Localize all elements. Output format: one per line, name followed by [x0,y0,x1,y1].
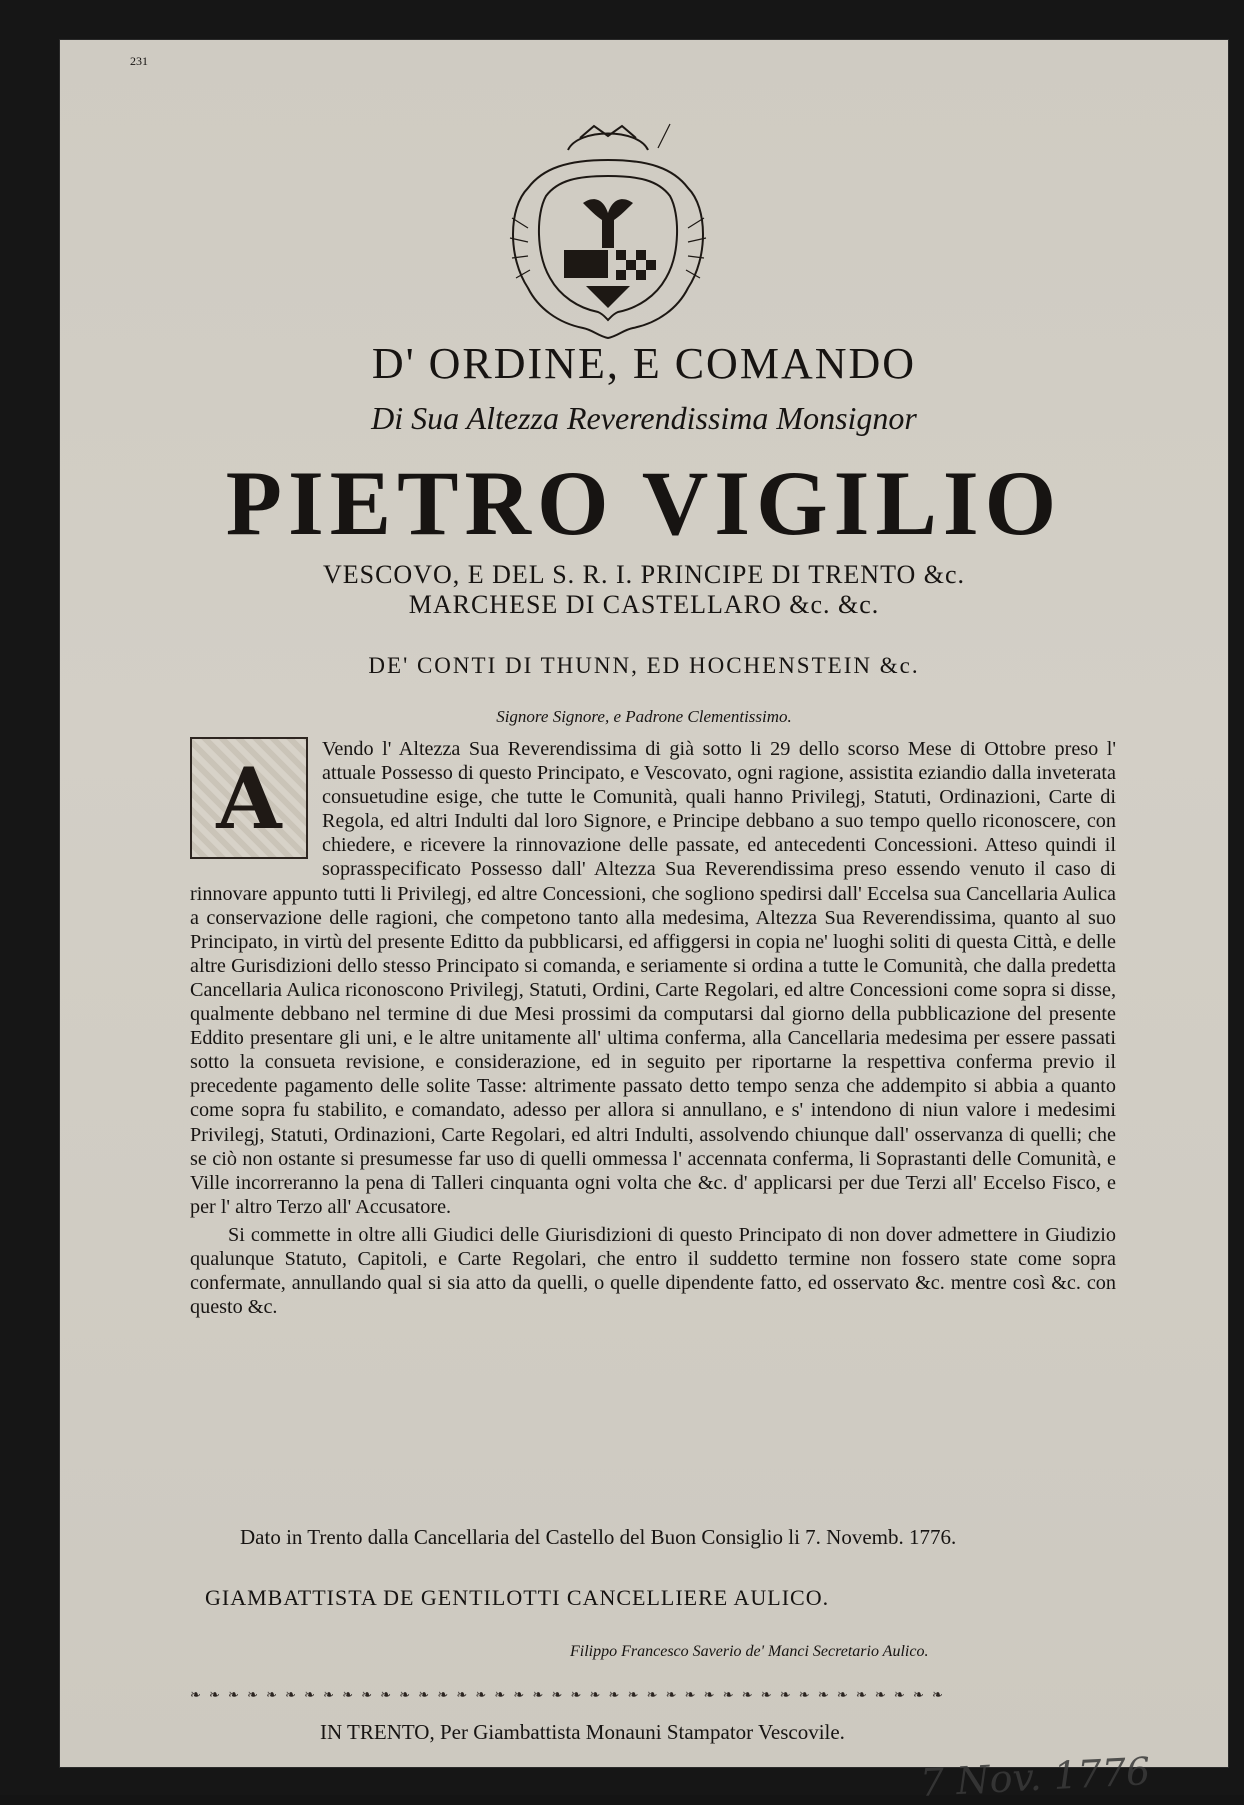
document-page [60,40,1228,1805]
secretary-line: Filippo Francesco Saverio de' Manci Secretario Aulico. [570,1643,929,1660]
heading-highness: Di Sua Altezza Reverendissima Monsignor [371,400,917,436]
heading-title-bishop: VESCOVO, E DEL S. R. I. PRINCIPE DI TRENTO &c. [322,560,966,589]
chancellor-signature: GIAMBATTISTA DE GENTILOTTI CANCELLIERE AULICO. [205,1585,830,1610]
date-place-line: Dato in Trento dalla Cancellaria del Castello del Buon Consiglio li 7. Novemb. 1776. [240,1525,957,1549]
heading-order-command: D' ORDINE, E COMANDO [371,339,917,388]
heading-counts: DE' CONTI DI THUNN, ED HOCHENSTEIN &c. [368,653,920,678]
printer-imprint: IN TRENTO, Per Giambattista Monauni Stampator Vescovile. [320,1720,845,1744]
body-text [190,737,1116,1319]
paragraph-2: Si commette in oltre alli Giudici delle Giurisdizioni di questo Principato di non dover admettere in Giudizio qualunque Statuto, Capitoli, e Carte Regolari, che entro il suddetto termine non fossero state come sopra confermate, annullando qual si sia atto da quelli, o quelle dipendente fatto, ed osservato &c. mentre così &c. con questo &c. [190,1223,1116,1319]
heading-name: PIETRO VIGILIO [225,452,1063,554]
bleed-through-text [60,90,1228,112]
dropcap-spacer [190,737,322,861]
dropcap-letter: A [216,749,282,848]
heading-title-marquis: MARCHESE DI CASTELLARO &c. &c. [408,590,880,619]
archive-number: 231 [130,54,148,68]
ornament-divider: ❧ ❧ ❧ ❧ ❧ ❧ ❧ ❧ ❧ ❧ ❧ ❧ ❧ ❧ ❧ ❧ ❧ ❧ ❧ ❧ ❧ ❧ ❧ ❧ ❧ ❧ ❧ ❧ ❧ ❧ ❧ ❧ ❧ ❧ ❧ ❧ ❧ ❧ ❧ ❧ [190,1688,945,1703]
heading-salutation: Signore Signore, e Padrone Clementissimo. [496,707,792,726]
paragraph-1: Vendo l' Altezza Sua Reverendissima di già sotto li 29 dello scorso Mese di Ottobre preso l' attuale Possesso di questo Principato, e Vescovato, ogni ragione, assistita eziandio dalla inveterata consuetudine esige, che tutte le Comunità, quali hanno Privilegj, Statuti, Ordinazioni, Carte di Regola, ed altri Indulti dal loro Signore, e Principe debbano a suo tempo quello riconoscere, con chiedere, e ricevere la rinnovazione delle passate, ed antecedenti Concessioni. Atteso quindi il soprasspecificato Possesso dall' Altezza Sua Reverendissima preso essendo venuto il caso di rinnovare appunto tutti li Privilegj, ed altre Concessioni, che sogliono spedirsi dall' Eccelsa sua Cancellaria Aulica a conservazione delle ragioni, che competono tanto alla medesima, Altezza Sua Reverendissima, quanto al suo Principato, in virtù del presente Editto da pubblicarsi, ed affiggersi in copia ne' luoghi soliti di questa Città, e delle altre Gurisdizioni dello stesso Principato si comanda, e seriamente si ordina a tutte le Comunità, che dalla predetta Cancellaria Aulica riconoscono Privilegj, Statuti, Ordini, Carte Regolari, ed altre Concessioni come sopra si disse, qualmente debbano nel termine di due Mesi prossimi da computarsi dal giorno della pubblicazione del presente Eddito presentare gli uni, e le altre unitamente all' ultima conferma, alla Cancellaria medesima per essere passati sotto la consueta revisione, e considerazione, ed in seguito per riportarne la respettiva conferma previo il precedente pagamento delle solite Tasse: altrimente passato detto tempo senza che addempito si abbia a quanto come sopra fu stabilito, e comandato, adesso per allora si annullano, e s' intendono di niun valore i medesimi Privilegj, Statuti, Ordinazioni, Carte Regolari, ed altri Indulti, assolvendo chiunque dall' osservanza di quelli; che se ciò non ostante si presumesse far uso di quelli ommessa l' accennata conferma, li Soprastanti delle Comunità, e Ville incorreranno la pena di Talleri cinquanta ogni volta che &c. d' applicarsi per due Terzi all' Eccelso Fisco, e per l' altro Terzo all' Accusatore. [190,738,1116,1218]
coat-of-arms-crest [498,118,718,338]
handwritten-date: 7 Nov. 1776 [919,1749,1152,1805]
